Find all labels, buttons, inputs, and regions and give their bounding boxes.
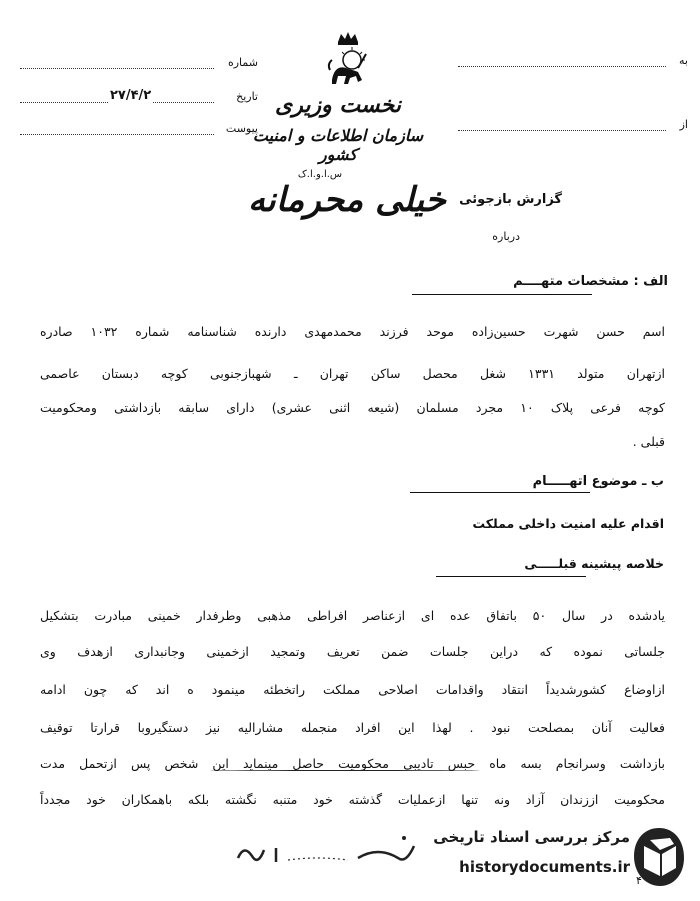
section-a-heading: الف : مشخصات متهــــم	[513, 274, 668, 289]
section-a-line: قبلی .	[632, 434, 665, 449]
section-c-line: بازداشت وسرانجام بسه ماه حبس تادیبی محکومیت حاصل مینماید این شخص پس ازتحمل مدت	[40, 756, 665, 771]
handwritten-underline	[210, 770, 480, 771]
section-b-heading: ب ـ موضوع اتهـــــام	[532, 474, 664, 489]
number-dotted-line	[20, 68, 214, 69]
section-c-line: محکومیت اززندان آزاد ونه تنها ازعملیات گذشته خود متنبه نگشته بلکه باهمکاران خود مجدداً	[40, 792, 665, 807]
section-a-line: کوچه فرعی پلاک ۱۰ مجرد مسلمان (شیعه اثنی عشری) دارای سابقه بازداشتی ومحکومیت	[40, 400, 665, 415]
attachment-label: پیوست	[225, 122, 258, 135]
classification-stamp: خیلی محرمانه	[248, 180, 446, 220]
section-a-line: اسم حسن شهرت حسین‌زاده موحد فرزند محمدمهدی دارنده شناسنامه شماره ۱۰۳۲ صادره	[40, 324, 665, 339]
to-field	[458, 54, 688, 74]
charge-text: اقدام علیه امنیت داخلی مملکت	[472, 516, 664, 531]
section-a-line: ازتهران متولد ۱۳۳۱ شغل محصل ساکن تهران ـ شهبازجنوبی کوچه دبستان عاصمی	[40, 366, 666, 381]
report-type: گزارش بازجوئی	[459, 192, 562, 207]
attachment-field	[20, 122, 258, 144]
to-label: به	[679, 54, 688, 67]
book-logo-icon	[630, 824, 688, 890]
header-subtitle: سازمان اطلاعات و امنیت کشور	[252, 126, 424, 164]
watermark	[430, 820, 692, 896]
page-number: ۴	[636, 874, 642, 887]
section-c-underline	[436, 576, 586, 577]
from-field	[458, 118, 688, 138]
to-dotted-line	[458, 66, 666, 67]
signature-icon	[228, 828, 428, 878]
date-field	[20, 90, 258, 112]
watermark-line2: historydocuments.ir	[459, 858, 630, 876]
from-label: از	[679, 118, 688, 131]
lion-and-sun-emblem-icon	[324, 30, 372, 92]
subject-label: درباره	[492, 230, 520, 243]
section-c-line: فعالیت آنان بمصلحت نبود . لهذا این افراد منجمله مشارالیه نیز دستگیروبا قرارتا توقیف	[40, 720, 665, 735]
watermark-line1: مرکز بررسی اسناد تاریخی	[433, 828, 630, 846]
date-label: تاریخ	[236, 90, 258, 103]
section-c-line: ازاوضاع کشورشدیداً انتقاد واقدامات اصلاحی مملکت راتخطئه مینمود ه اند که چون ادامه	[40, 682, 665, 697]
section-c-heading: خلاصه پیشینه قبلـــــی	[524, 556, 664, 571]
section-b-underline	[410, 492, 590, 493]
number-field	[20, 56, 258, 78]
section-c-line: جلساتی نموده که دراین جلسات ضمن تعریف وتمجید ازخمینی وجانبداری ازهدف وی	[40, 644, 665, 659]
from-dotted-line	[458, 130, 666, 131]
section-a-underline	[412, 294, 592, 295]
number-label: شماره	[227, 56, 258, 69]
attachment-dotted-line	[20, 134, 214, 135]
header-code: س.ا.و.ا.ک	[297, 169, 343, 180]
date-value: ۲۷/۴/۲	[110, 88, 152, 103]
header-title: نخست وزیری	[275, 92, 401, 118]
section-c-line: یادشده در سال ۵۰ باتفاق عده ای ازعناصر افراطی مذهبی وطرفدار خمینی مبادرت بتشکیل	[40, 608, 665, 623]
